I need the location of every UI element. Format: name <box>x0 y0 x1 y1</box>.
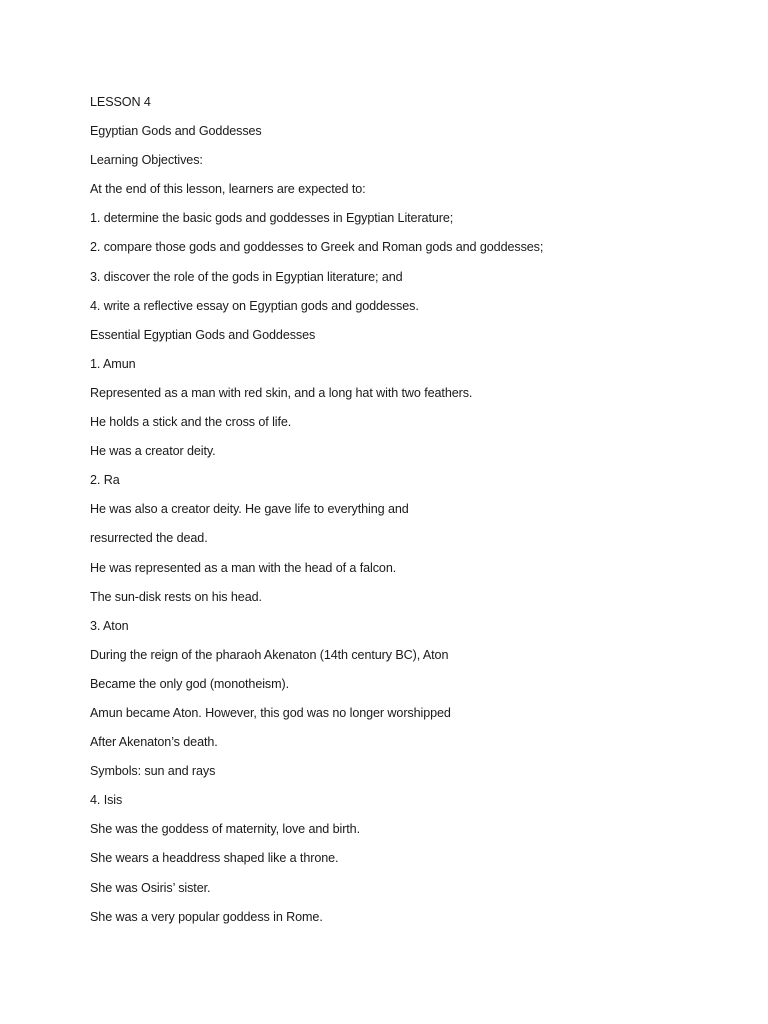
section-heading: Essential Egyptian Gods and Goddesses <box>90 327 316 342</box>
body-text-line: She was the goddess of maternity, love and birth. <box>90 822 360 837</box>
god-heading-amun: 1. Amun <box>90 356 136 371</box>
body-text-line: She was Osiris’ sister. <box>90 880 211 895</box>
objective-item: 1. determine the basic gods and goddesses in Egyptian Literature; <box>90 211 454 226</box>
body-text-line: After Akenaton’s death. <box>90 735 218 750</box>
objectives-intro: At the end of this lesson, learners are expected to: <box>90 182 366 197</box>
body-text-line: Represented as a man with red skin, and a long hat with two feathers. <box>90 385 473 400</box>
body-text-line: Symbols: sun and rays <box>90 764 216 779</box>
lesson-title: Egyptian Gods and Goddesses <box>90 124 262 139</box>
god-heading-isis: 4. Isis <box>90 793 123 808</box>
objectives-heading: Learning Objectives: <box>90 153 203 168</box>
god-heading-aton: 3. Aton <box>90 618 129 633</box>
god-heading-ra: 2. Ra <box>90 473 120 488</box>
body-text-line: Became the only god (monotheism). <box>90 676 289 691</box>
body-text-line: He was a creator deity. <box>90 444 216 459</box>
lesson-number: LESSON 4 <box>90 95 151 109</box>
body-text-line: Amun became Aton. However, this god was no longer worshipped <box>90 705 451 720</box>
body-text-line: She wears a headdress shaped like a throne. <box>90 851 339 866</box>
objective-item: 3. discover the role of the gods in Egyptian literature; and <box>90 269 403 284</box>
body-text-line: During the reign of the pharaoh Akenaton (14th century BC), Aton <box>90 647 449 662</box>
body-text-line: She was a very popular goddess in Rome. <box>90 909 323 924</box>
body-text-line: resurrected the dead. <box>90 531 208 546</box>
body-text-line: He holds a stick and the cross of life. <box>90 415 292 430</box>
body-text-line: He was also a creator deity. He gave life to everything and <box>90 502 409 517</box>
body-text-line: He was represented as a man with the head of a falcon. <box>90 560 397 575</box>
body-text-line: The sun-disk rests on his head. <box>90 589 262 604</box>
objective-item: 4. write a reflective essay on Egyptian gods and goddesses. <box>90 298 419 313</box>
document-body <box>90 91 730 935</box>
objective-item: 2. compare those gods and goddesses to Greek and Roman gods and goddesses; <box>90 240 544 255</box>
